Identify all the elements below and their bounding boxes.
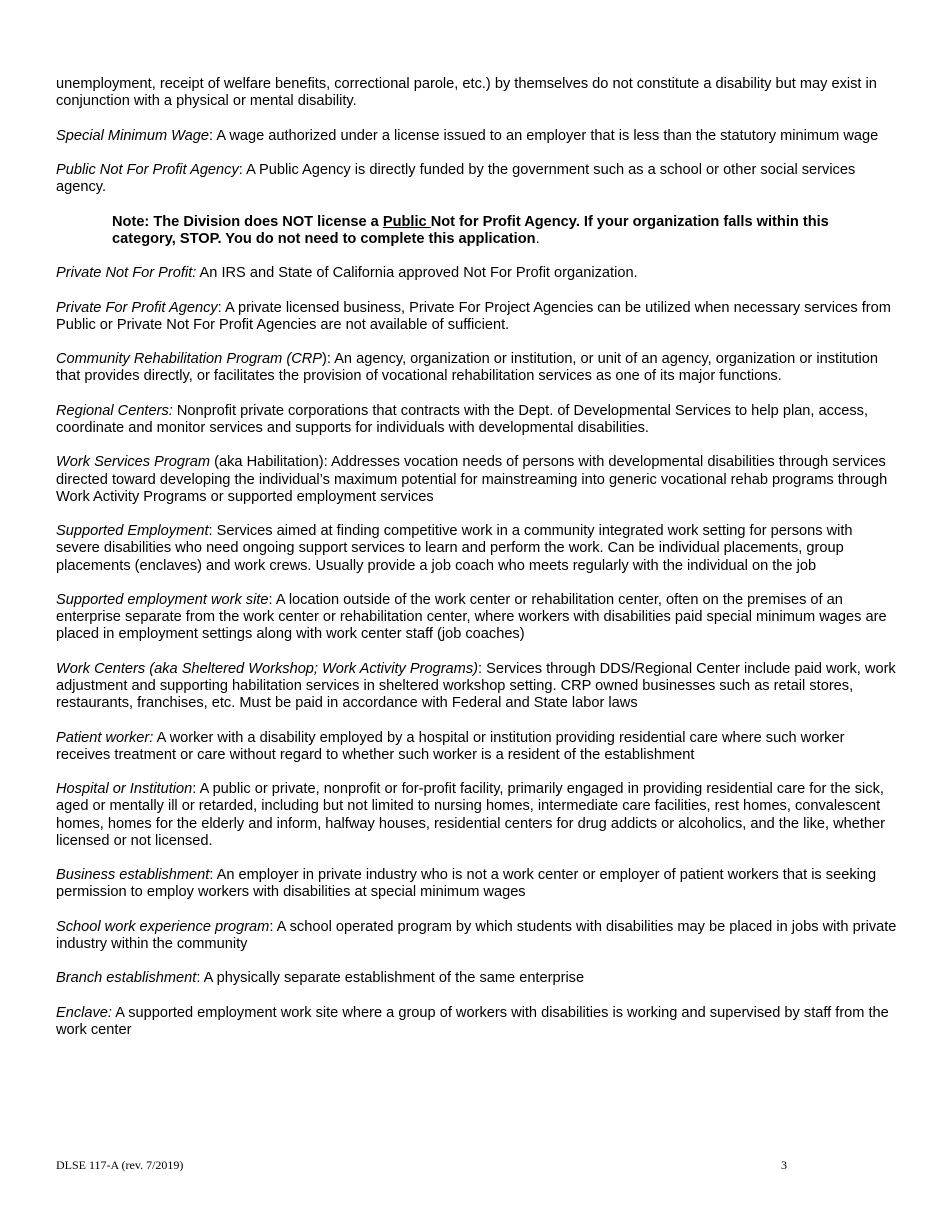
definition-text: : A school operated program by which students with disabilities may be placed in jobs with private industry within the community [56,918,897,952]
definition-text: : An employer in private industry who is not a work center or employer of patient workers that is seeking permission to employ workers with disabilities at special minimum wages [56,867,877,901]
page-number: 3 [781,1158,787,1172]
note-text: Not for Profit Agency. If your organization falls within this category, STOP. You do not need to complete this application [112,213,829,247]
definition-text: (aka Habilitation): Addresses vocation needs of persons with developmental disabilities through services directed toward developing the individual’s maximum potential for mainstreaming into generic vocational rehab programs through Work Activity Programs or supported employment services [56,454,888,505]
definition-term: Community Rehabilitation Program (CRP [56,351,323,368]
definition-branch-establishment [56,970,898,987]
license-note [112,214,857,248]
definition-text: Nonprofit private corporations that contracts with the Dept. of Developmental Services to help plan, access, coordinate and monitor services and supports for individuals with developmental disabilities. [56,402,869,436]
definition-term: Enclave: [56,1004,112,1021]
definition-text: ): An agency, organization or institution, or unit of an agency, organization or institution that provides directly, or facilitates the provision of vocational rehabilitation services as one of its major functions. [56,351,879,385]
definition-text: A supported employment work site where a group of workers with disabilities is working and supervised by staff from the work center [56,1004,889,1038]
definition-text: : A private licensed business, Private For Project Agencies can be utilized when necessary services from Public or Private Not For Profit Agencies are not available of sufficient. [56,299,891,333]
definition-supported-employment [56,523,898,575]
definition-business-establishment [56,867,898,901]
definition-text: : A physically separate establishment of the same enterprise [196,970,585,987]
form-id: DLSE 117-A (rev. 7/2019) [56,1158,184,1172]
definition-work-centers [56,661,898,713]
definition-enclave [56,1005,898,1039]
definition-private-for-profit [56,300,898,334]
definition-regional-centers [56,403,898,437]
definition-text: : Services through DDS/Regional Center include paid work, work adjustment and supporting habilitation services in sheltered workshop setting. CRP owned businesses such as retail stores, restaurants, franchises, etc. Must be paid in accordance with Federal and State labor laws [56,660,896,712]
definition-hospital-or-institution [56,781,898,850]
definition-term: Business establishment [56,867,210,884]
definition-text: A worker with a disability employed by a hospital or institution providing residential care where such worker receives treatment or care without regard to whether such worker is a resident of the establishment [56,729,845,763]
definition-term: Branch establishment [56,970,197,987]
note-underlined: Public [382,213,431,230]
definition-crp [56,351,898,385]
note-text: Note: The Division does NOT license a [112,213,383,230]
intro-paragraph: unemployment, receipt of welfare benefits, correctional parole, etc.) by themselves do not constitute a disability but may exist in conjunction with a physical or mental disability. [56,76,877,110]
definition-term: Regional Centers: [56,402,173,419]
definition-text: : A location outside of the work center or rehabilitation center, often on the premises of an enterprise separate from the work center or rehabilitation center, where workers with disabilities paid special minimum wages are placed in employment settings along with work center staff (job coaches) [56,591,887,643]
note-tail: . [535,230,540,247]
definition-special-minimum-wage [56,128,898,145]
definition-text: : Services aimed at finding competitive work in a community integrated work setting for persons with severe disabilities who need ongoing support services to learn and perform the work. Can be individual placements, group placements (enclaves) and work crews. Usually provide a job coach who meets regularly with the individual on the job [56,523,853,574]
definition-term: Work Services Program [56,454,211,471]
definition-text: : A wage authorized under a license issued to an employer that is less than the statutory minimum wage [209,127,879,144]
definition-term: Private Not For Profit: [56,265,197,282]
definition-work-services-program [56,454,898,506]
definition-term: School work experience program [56,918,270,935]
definition-term: Supported Employment [56,523,209,540]
document-body [56,76,898,1056]
definition-patient-worker [56,730,898,764]
definition-public-not-for-profit [56,162,898,196]
definition-term: Private For Profit Agency [56,299,218,316]
definition-term: Hospital or Institution [56,781,193,798]
definition-term: Patient worker: [56,729,154,746]
definition-private-not-for-profit [56,265,898,282]
definition-term: Special Minimum Wage [56,127,210,144]
definition-text: An IRS and State of California approved Not For Profit organization. [196,265,638,282]
definition-text: : A Public Agency is directly funded by the government such as a school or other social services agency. [56,161,856,196]
definition-term: Supported employment work site [56,591,269,608]
definition-school-work-experience [56,919,898,953]
definition-term: Work Centers (aka Sheltered Workshop; Work Activity Programs) [56,660,478,677]
definition-term: Public Not For Profit Agency [56,161,239,178]
definition-supported-employment-work-site [56,592,898,644]
definition-text: : A public or private, nonprofit or for-profit facility, primarily engaged in providing residential care for the sick, aged or mentally ill or retarded, including but not limited to nursing homes, intermediate care facilities, rest homes, convalescent homes, homes for the elderly and inform, halfway houses, residential centers for drug addicts or alcoholics, and the like, whether licensed or not licensed. [56,781,886,849]
